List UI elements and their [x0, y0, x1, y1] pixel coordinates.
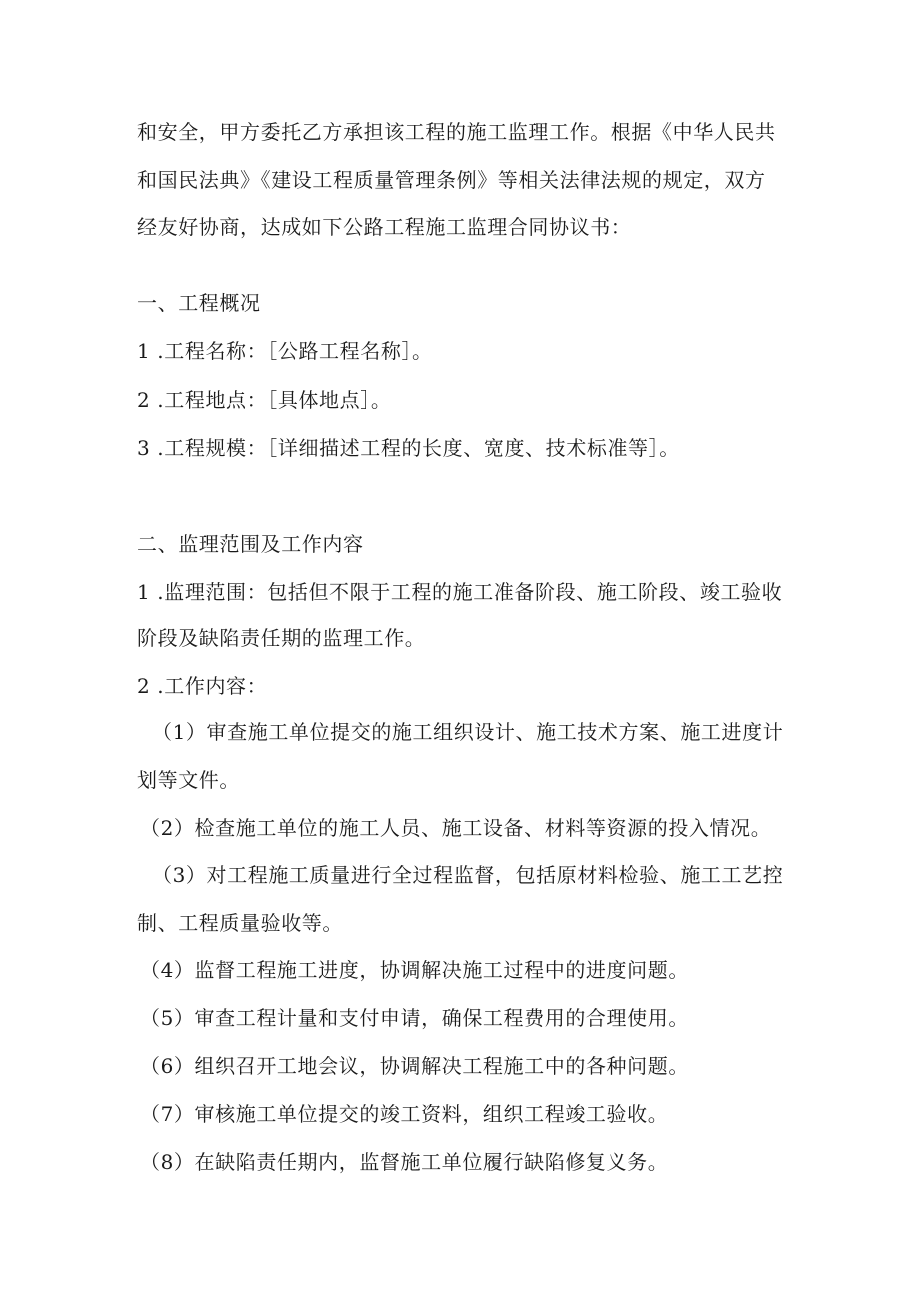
scope-line-2: 阶段及缺陷责任期的监理工作。 [137, 626, 426, 650]
task-1-line-1: （1）审查施工单位提交的施工组织设计、施工技术方案、施工进度计 [152, 720, 784, 744]
task-2: （2）检查施工单位的施工人员、施工设备、材料等资源的投入情况。 [140, 816, 772, 840]
scope-line-1: 1 .监理范围：包括但不限于工程的施工准备阶段、施工阶段、竣工验收 [137, 580, 783, 604]
task-1-line-2: 划等文件。 [137, 768, 240, 792]
task-5: （5）审查工程计量和支付申请，确保工程费用的合理使用。 [140, 1006, 689, 1030]
section-heading-overview: 一、工程概况 [137, 291, 261, 315]
work-content-label: 2 .工作内容： [137, 674, 268, 698]
task-3-line-2: 制、工程质量验收等。 [137, 911, 343, 935]
section-heading-scope: 二、监理范围及工作内容 [137, 532, 364, 556]
intro-line-3: 经友好协商，达成如下公路工程施工监理合同协议书： [137, 215, 632, 239]
task-4: （4）监督工程施工进度，协调解决施工过程中的进度问题。 [140, 958, 689, 982]
task-6: （6）组织召开工地会议，协调解决工程施工中的各种问题。 [140, 1054, 689, 1078]
intro-line-2: 和国民法典》《建设工程质量管理条例》等相关法律法规的规定，双方 [137, 168, 766, 192]
overview-item-scale: 3 .工程规模：［详细描述工程的长度、宽度、技术标准等］。 [137, 436, 680, 460]
task-3-line-1: （3）对工程施工质量进行全过程监督，包括原材料检验、施工工艺控 [152, 863, 784, 887]
intro-line-1: 和安全，甲方委托乙方承担该工程的施工监理工作。根据《中华人民共 [137, 120, 776, 144]
overview-item-name: 1 .工程名称：［公路工程名称］。 [137, 339, 433, 363]
task-7: （7）审核施工单位提交的竣工资料，组织工程竣工验收。 [140, 1102, 669, 1126]
task-8: （8）在缺陷责任期内，监督施工单位履行缺陷修复义务。 [140, 1150, 669, 1174]
overview-item-location: 2 .工程地点：［具体地点］。 [137, 388, 392, 412]
